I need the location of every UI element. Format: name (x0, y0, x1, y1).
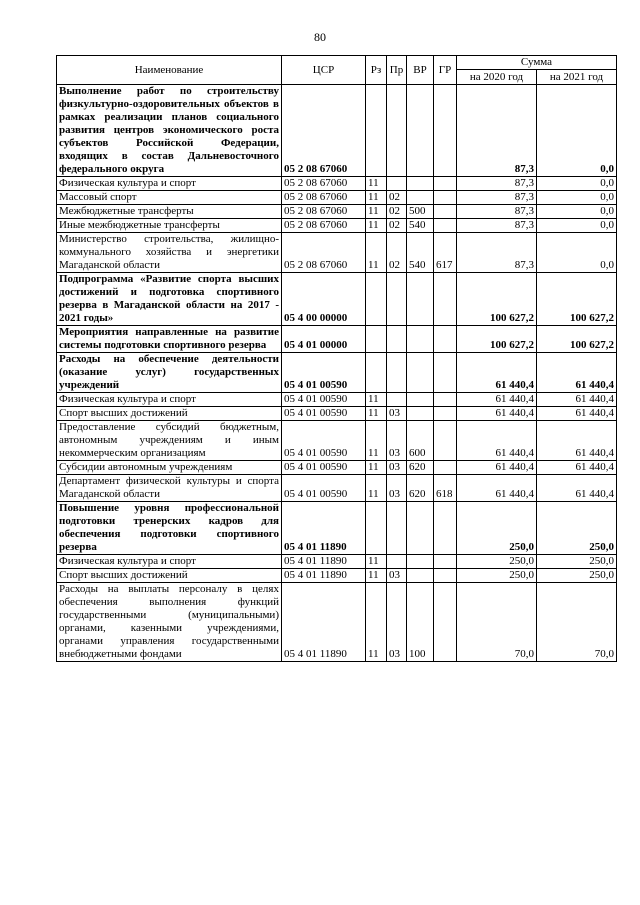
cell-pr: 03 (387, 461, 407, 475)
table-row (57, 233, 617, 273)
cell-pr (387, 273, 407, 326)
cell-rz (366, 326, 387, 353)
cell-vr (407, 191, 434, 205)
cell-rz (366, 273, 387, 326)
cell-rz (366, 502, 387, 555)
cell-gr (434, 407, 457, 421)
header-vr: ВР (407, 56, 434, 85)
cell-pr (387, 393, 407, 407)
cell-rz: 11 (366, 569, 387, 583)
cell-2021: 61 440,4 (537, 353, 617, 393)
cell-2020: 61 440,4 (457, 421, 537, 461)
cell-name: Физическая культура и спорт (57, 393, 282, 407)
cell-vr (407, 569, 434, 583)
page-number: 80 (314, 30, 326, 44)
cell-pr: 02 (387, 191, 407, 205)
cell-rz: 11 (366, 421, 387, 461)
table-row (57, 219, 617, 233)
cell-2021: 61 440,4 (537, 421, 617, 461)
cell-pr: 02 (387, 233, 407, 273)
cell-2020: 250,0 (457, 555, 537, 569)
cell-vr (407, 353, 434, 393)
cell-vr: 540 (407, 219, 434, 233)
cell-rz: 11 (366, 219, 387, 233)
cell-csr: 05 4 01 00590 (282, 421, 366, 461)
table-row (57, 583, 617, 662)
table-body (57, 85, 617, 662)
cell-pr (387, 326, 407, 353)
cell-2021: 100 627,2 (537, 273, 617, 326)
cell-gr (434, 177, 457, 191)
cell-2020: 100 627,2 (457, 273, 537, 326)
cell-name: Субсидии автономным учреждениям (57, 461, 282, 475)
table-row (57, 421, 617, 461)
cell-2020: 100 627,2 (457, 326, 537, 353)
cell-vr: 540 (407, 233, 434, 273)
cell-vr: 500 (407, 205, 434, 219)
cell-rz: 11 (366, 583, 387, 662)
cell-gr (434, 421, 457, 461)
cell-2020: 61 440,4 (457, 393, 537, 407)
table-row (57, 85, 617, 177)
table-row (57, 555, 617, 569)
table-row (57, 353, 617, 393)
cell-gr (434, 219, 457, 233)
table-row (57, 569, 617, 583)
header-rz: Рз (366, 56, 387, 85)
cell-2020: 87,3 (457, 205, 537, 219)
cell-pr (387, 85, 407, 177)
cell-name: Физическая культура и спорт (57, 555, 282, 569)
cell-pr (387, 502, 407, 555)
table-row (57, 407, 617, 421)
cell-pr (387, 555, 407, 569)
cell-rz: 11 (366, 177, 387, 191)
cell-csr: 05 4 00 00000 (282, 273, 366, 326)
header-csr: ЦСР (282, 56, 366, 85)
cell-vr (407, 407, 434, 421)
header-sum: Сумма (457, 56, 617, 70)
cell-rz: 11 (366, 475, 387, 502)
table-row (57, 393, 617, 407)
cell-gr (434, 205, 457, 219)
cell-gr: 618 (434, 475, 457, 502)
cell-csr: 05 4 01 00590 (282, 407, 366, 421)
cell-2021: 250,0 (537, 555, 617, 569)
cell-vr: 600 (407, 421, 434, 461)
cell-gr (434, 502, 457, 555)
cell-csr: 05 2 08 67060 (282, 191, 366, 205)
cell-rz: 11 (366, 555, 387, 569)
table-row (57, 502, 617, 555)
cell-pr: 03 (387, 583, 407, 662)
cell-pr: 03 (387, 421, 407, 461)
header-gr: ГР (434, 56, 457, 85)
cell-gr (434, 555, 457, 569)
cell-rz (366, 353, 387, 393)
cell-pr: 03 (387, 407, 407, 421)
table-row (57, 475, 617, 502)
cell-gr (434, 569, 457, 583)
header-year-2020: на 2020 год (457, 70, 537, 85)
cell-vr (407, 393, 434, 407)
cell-csr: 05 4 01 11890 (282, 502, 366, 555)
cell-2020: 87,3 (457, 191, 537, 205)
table-row (57, 326, 617, 353)
cell-pr: 02 (387, 205, 407, 219)
cell-2020: 250,0 (457, 502, 537, 555)
cell-rz: 11 (366, 393, 387, 407)
cell-2021: 61 440,4 (537, 407, 617, 421)
cell-2021: 0,0 (537, 191, 617, 205)
cell-gr (434, 583, 457, 662)
cell-name: Выполнение работ по строительству физкультурно-оздоровительных объектов в рамках реализации планов социального развития центров экономического роста субъектов Российской Федерации, входящих в состав Дальневосточного федерального округа (57, 85, 282, 177)
cell-rz: 11 (366, 191, 387, 205)
cell-name: Повышение уровня профессиональной подготовки тренерских кадров для обеспечения подготовки спортивного резерва (57, 502, 282, 555)
cell-2021: 0,0 (537, 205, 617, 219)
cell-2020: 61 440,4 (457, 461, 537, 475)
header-name: Наименование (57, 56, 282, 85)
cell-2021: 70,0 (537, 583, 617, 662)
cell-vr: 100 (407, 583, 434, 662)
cell-csr: 05 4 01 00590 (282, 393, 366, 407)
cell-gr (434, 353, 457, 393)
cell-2021: 0,0 (537, 233, 617, 273)
cell-pr (387, 353, 407, 393)
header-year-2021: на 2021 год (537, 70, 617, 85)
cell-2021: 250,0 (537, 569, 617, 583)
cell-2020: 70,0 (457, 583, 537, 662)
cell-2021: 0,0 (537, 85, 617, 177)
cell-csr: 05 2 08 67060 (282, 177, 366, 191)
cell-rz: 11 (366, 461, 387, 475)
cell-2020: 250,0 (457, 569, 537, 583)
cell-csr: 05 4 01 00590 (282, 461, 366, 475)
cell-2020: 87,3 (457, 85, 537, 177)
cell-name: Департамент физической культуры и спорта Магаданской области (57, 475, 282, 502)
cell-vr (407, 85, 434, 177)
cell-pr: 03 (387, 475, 407, 502)
cell-2020: 61 440,4 (457, 407, 537, 421)
cell-name: Предоставление субсидий бюджетным, автономным учреждениям и иным некоммерческим организациям (57, 421, 282, 461)
cell-name: Физическая культура и спорт (57, 177, 282, 191)
table-row (57, 205, 617, 219)
cell-2021: 61 440,4 (537, 475, 617, 502)
cell-name: Расходы на обеспечение деятельности (оказание услуг) государственных учреждений (57, 353, 282, 393)
cell-name: Иные межбюджетные трансферты (57, 219, 282, 233)
cell-gr (434, 461, 457, 475)
cell-csr: 05 2 08 67060 (282, 219, 366, 233)
cell-name: Массовый спорт (57, 191, 282, 205)
cell-2021: 100 627,2 (537, 326, 617, 353)
cell-csr: 05 4 01 11890 (282, 555, 366, 569)
cell-name: Спорт высших достижений (57, 407, 282, 421)
cell-csr: 05 4 01 11890 (282, 583, 366, 662)
cell-2021: 61 440,4 (537, 461, 617, 475)
cell-vr (407, 326, 434, 353)
cell-csr: 05 2 08 67060 (282, 233, 366, 273)
cell-pr: 02 (387, 219, 407, 233)
cell-gr (434, 85, 457, 177)
cell-vr (407, 502, 434, 555)
cell-name: Министерство строительства, жилищно-коммунального хозяйства и энергетики Магаданской области (57, 233, 282, 273)
cell-pr: 03 (387, 569, 407, 583)
cell-vr: 620 (407, 461, 434, 475)
cell-gr (434, 326, 457, 353)
cell-vr (407, 273, 434, 326)
cell-2021: 250,0 (537, 502, 617, 555)
cell-vr (407, 555, 434, 569)
cell-name: Расходы на выплаты персоналу в целях обеспечения выполнения функций государственными (муниципальными) органами, казенными учреждениями, органами управления государственными внебюджетными фондами (57, 583, 282, 662)
table-row (57, 273, 617, 326)
table-row (57, 177, 617, 191)
cell-2020: 87,3 (457, 233, 537, 273)
cell-csr: 05 4 01 00590 (282, 475, 366, 502)
cell-name: Подпрограмма «Развитие спорта высших достижений и подготовка спортивного резерва в Магаданской области на 2017 - 2021 годы» (57, 273, 282, 326)
cell-name: Межбюджетные трансферты (57, 205, 282, 219)
cell-2021: 0,0 (537, 219, 617, 233)
header-pr: Пр (387, 56, 407, 85)
cell-2020: 87,3 (457, 219, 537, 233)
cell-rz (366, 85, 387, 177)
cell-csr: 05 2 08 67060 (282, 85, 366, 177)
cell-csr: 05 2 08 67060 (282, 205, 366, 219)
cell-rz: 11 (366, 233, 387, 273)
table-row (57, 461, 617, 475)
budget-table (56, 55, 617, 662)
cell-vr (407, 177, 434, 191)
cell-csr: 05 4 01 11890 (282, 569, 366, 583)
cell-name: Спорт высших достижений (57, 569, 282, 583)
cell-csr: 05 4 01 00590 (282, 353, 366, 393)
table-header (57, 56, 617, 85)
cell-gr (434, 393, 457, 407)
cell-2020: 61 440,4 (457, 353, 537, 393)
cell-pr (387, 177, 407, 191)
cell-2020: 61 440,4 (457, 475, 537, 502)
cell-csr: 05 4 01 00000 (282, 326, 366, 353)
cell-gr: 617 (434, 233, 457, 273)
table-row (57, 191, 617, 205)
cell-vr: 620 (407, 475, 434, 502)
cell-name: Мероприятия направленные на развитие системы подготовки спортивного резерва (57, 326, 282, 353)
cell-2021: 61 440,4 (537, 393, 617, 407)
cell-rz: 11 (366, 407, 387, 421)
cell-rz: 11 (366, 205, 387, 219)
cell-2021: 0,0 (537, 177, 617, 191)
cell-gr (434, 273, 457, 326)
cell-2020: 87,3 (457, 177, 537, 191)
cell-gr (434, 191, 457, 205)
